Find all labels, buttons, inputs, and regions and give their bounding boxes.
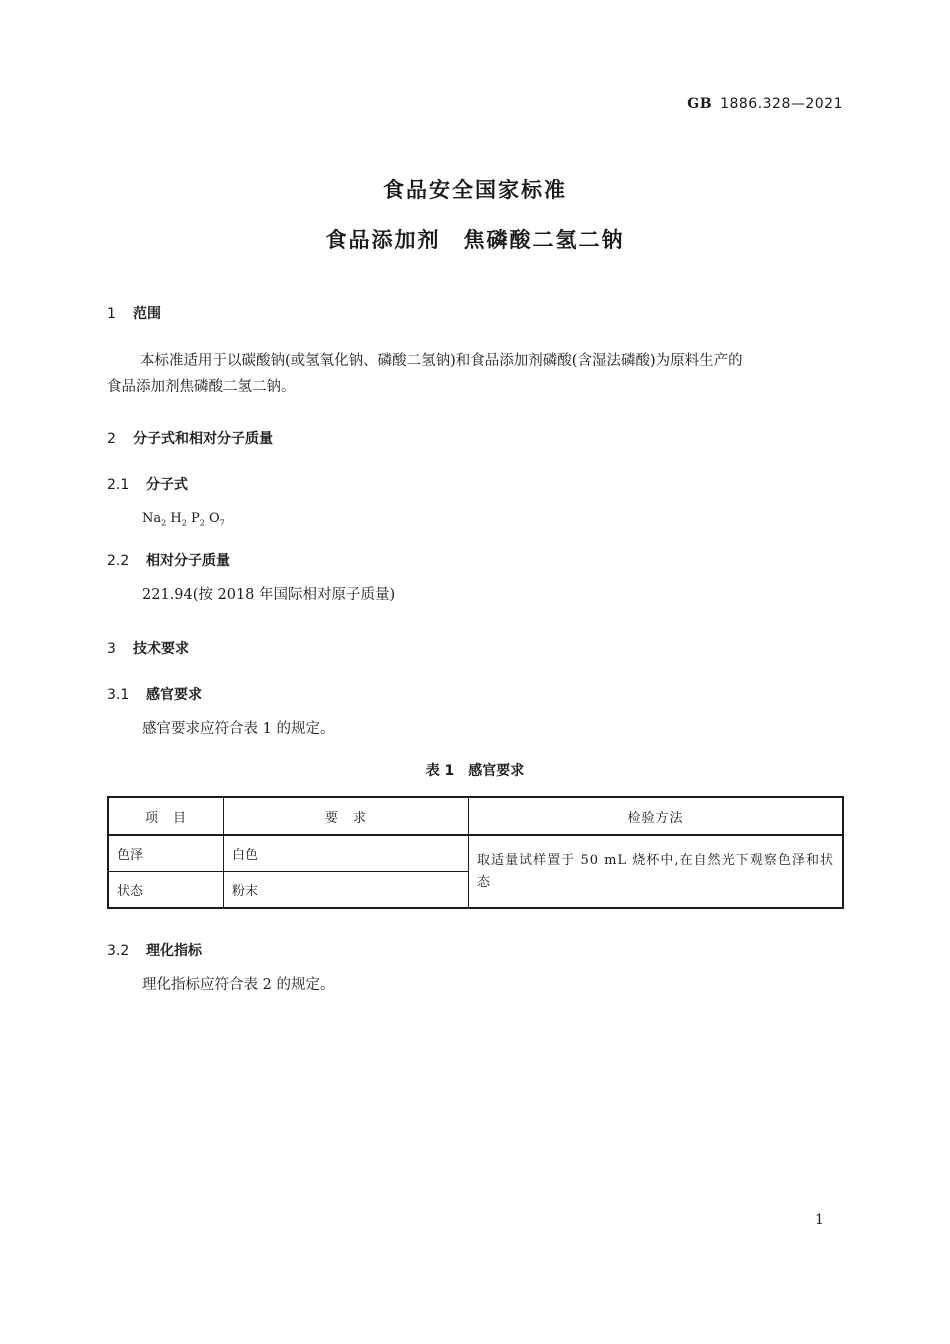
section-number: 2.1	[107, 477, 130, 493]
physicochemical-requirement-text: 理化指标应符合表 2 的规定。	[142, 977, 335, 993]
section-1-heading	[107, 303, 161, 323]
formula-o-sub: 7	[219, 518, 225, 528]
section-2-heading	[107, 428, 273, 448]
header-item: 项 目	[108, 797, 224, 835]
document-title-line1: 食品安全国家标准	[383, 178, 567, 202]
section-2-2-heading	[107, 550, 230, 570]
section-number: 1	[107, 306, 116, 322]
table-1-caption: 表 1 感官要求	[425, 763, 525, 779]
scope-text-line1: 本标准适用于以碳酸钠(或氢氧化钠、磷酸二氢钠)和食品添加剂磷酸(含湿法磷酸)为原料生产的	[140, 353, 743, 369]
section-3-1-heading	[107, 684, 202, 704]
section-title: 技术要求	[133, 641, 189, 657]
page-number: 1	[815, 1212, 824, 1228]
section-number: 3	[107, 641, 116, 657]
section-number: 2.2	[107, 553, 130, 569]
sensory-requirement-text: 感官要求应符合表 1 的规定。	[142, 721, 335, 737]
formula-p-sub: 2	[199, 518, 205, 528]
molecular-formula	[142, 511, 225, 528]
cell-item: 色泽	[108, 835, 224, 872]
formula-o: O	[208, 511, 220, 526]
formula-h-sub: 2	[181, 518, 187, 528]
table-row	[108, 835, 843, 872]
section-3-heading	[107, 638, 189, 658]
header-test-method: 检验方法	[469, 797, 844, 835]
section-title: 相对分子质量	[146, 553, 230, 569]
formula-na-sub: 2	[161, 518, 167, 528]
section-title: 感官要求	[146, 687, 202, 703]
molecular-mass-text: 221.94(按 2018 年国际相对原子质量)	[142, 587, 396, 603]
section-number: 2	[107, 431, 116, 447]
cell-requirement: 粉末	[224, 872, 469, 909]
standard-number: 1886.328—2021	[720, 96, 843, 112]
formula-h: H	[170, 511, 182, 526]
sensory-requirements-table	[107, 796, 844, 909]
section-title: 范围	[133, 306, 161, 322]
formula-na: Na	[142, 511, 162, 526]
section-title: 理化指标	[146, 943, 202, 959]
section-title: 分子式	[146, 477, 188, 493]
cell-requirement: 白色	[224, 835, 469, 872]
header-requirement: 要 求	[224, 797, 469, 835]
standard-code	[687, 96, 843, 112]
section-title: 分子式和相对分子质量	[133, 431, 273, 447]
standard-prefix: GB	[687, 96, 713, 112]
scope-text-line2: 食品添加剂焦磷酸二氢二钠。	[107, 379, 296, 395]
table-header-row	[108, 797, 843, 835]
document-title-line2: 食品添加剂 焦磷酸二氢二钠	[325, 228, 625, 252]
section-3-2-heading	[107, 940, 202, 960]
section-number: 3.2	[107, 943, 130, 959]
cell-item: 状态	[108, 872, 224, 909]
section-number: 3.1	[107, 687, 130, 703]
formula-p: P	[190, 511, 200, 526]
cell-test-method: 取适量试样置于 50 mL 烧杯中,在自然光下观察色泽和状态	[469, 835, 844, 908]
section-2-1-heading	[107, 474, 188, 494]
